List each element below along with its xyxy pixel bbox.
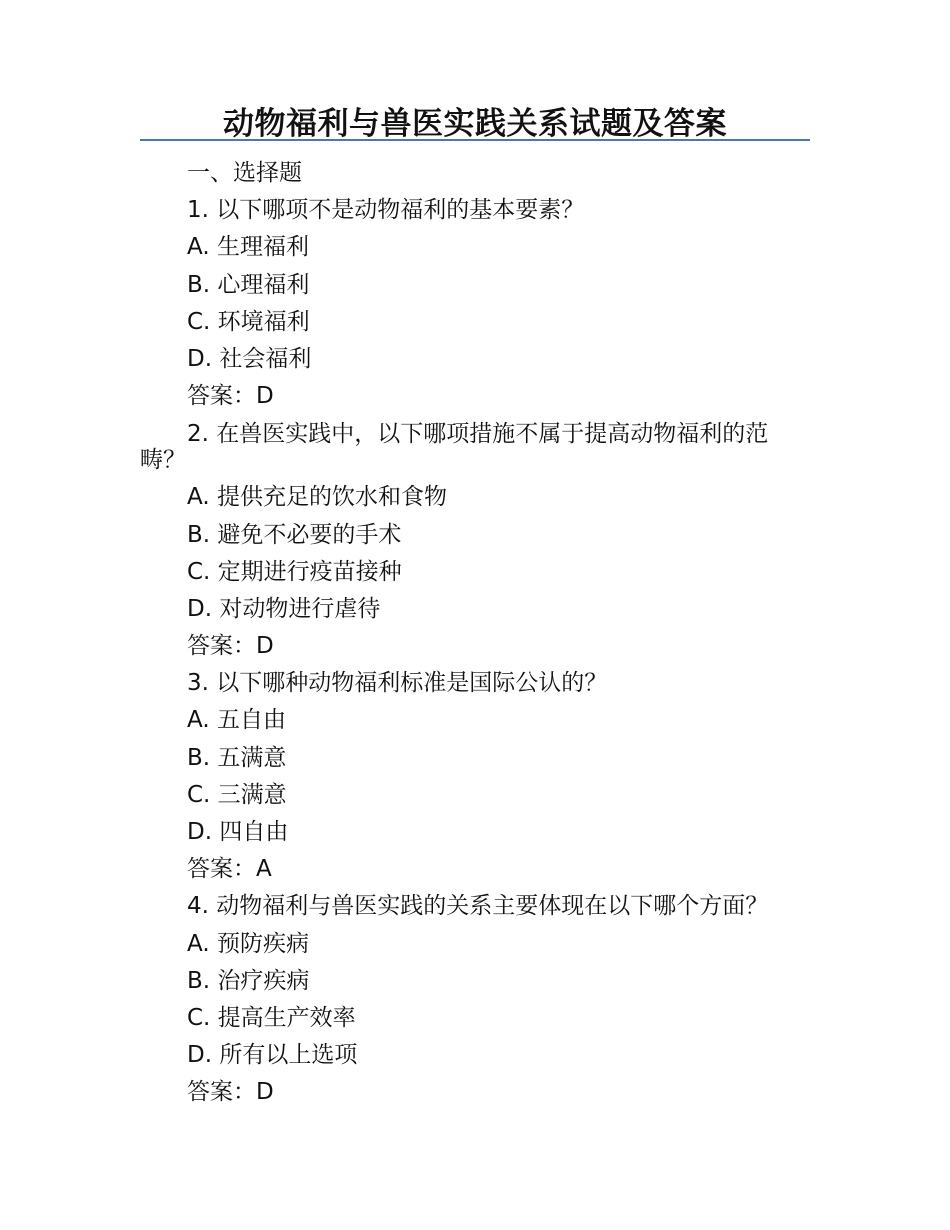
option-a: A. 提供充足的饮水和食物 [187, 484, 447, 511]
option-a: A. 五自由 [187, 707, 286, 734]
answer-4: 答案：D [187, 1079, 274, 1106]
question-2: 2. 在兽医实践中，以下哪项措施不属于提高动物福利的范畴？ [140, 421, 769, 474]
option-b: B. 避免不必要的手术 [187, 521, 402, 548]
option-d: D. 社会福利 [187, 345, 312, 372]
option-c: C. 三满意 [187, 781, 287, 808]
option-d: D. 四自由 [187, 819, 289, 845]
option-b: B. 五满意 [187, 744, 287, 771]
option-d: D. 所有以上选项 [187, 1042, 358, 1069]
option-d: D. 对动物进行虐待 [187, 595, 381, 622]
option-b: B. 治疗疾病 [187, 967, 310, 994]
title-underline [140, 139, 810, 141]
question-4: 4. 动物福利与兽医实践的关系主要体现在以下哪个方面？ [187, 893, 769, 920]
section-heading: 一、选择题 [187, 160, 302, 186]
option-b: B. 心理福利 [187, 271, 310, 298]
question-1: 1. 以下哪项不是动物福利的基本要素？ [187, 197, 585, 224]
option-c: C. 提高生产效率 [187, 1004, 356, 1031]
document-body [140, 155, 812, 1112]
question-3: 3. 以下哪种动物福利标准是国际公认的？ [187, 670, 608, 697]
option-c: C. 定期进行疫苗接种 [187, 558, 402, 585]
option-c: C. 环境福利 [187, 308, 310, 335]
option-a: A. 生理福利 [187, 234, 309, 261]
document-title: 动物福利与兽医实践关系试题及答案 [223, 106, 727, 142]
option-a: A. 预防疾病 [187, 930, 309, 957]
answer-3: 答案：A [187, 856, 272, 883]
answer-1: 答案：D [187, 383, 274, 410]
answer-2: 答案：D [187, 633, 274, 660]
